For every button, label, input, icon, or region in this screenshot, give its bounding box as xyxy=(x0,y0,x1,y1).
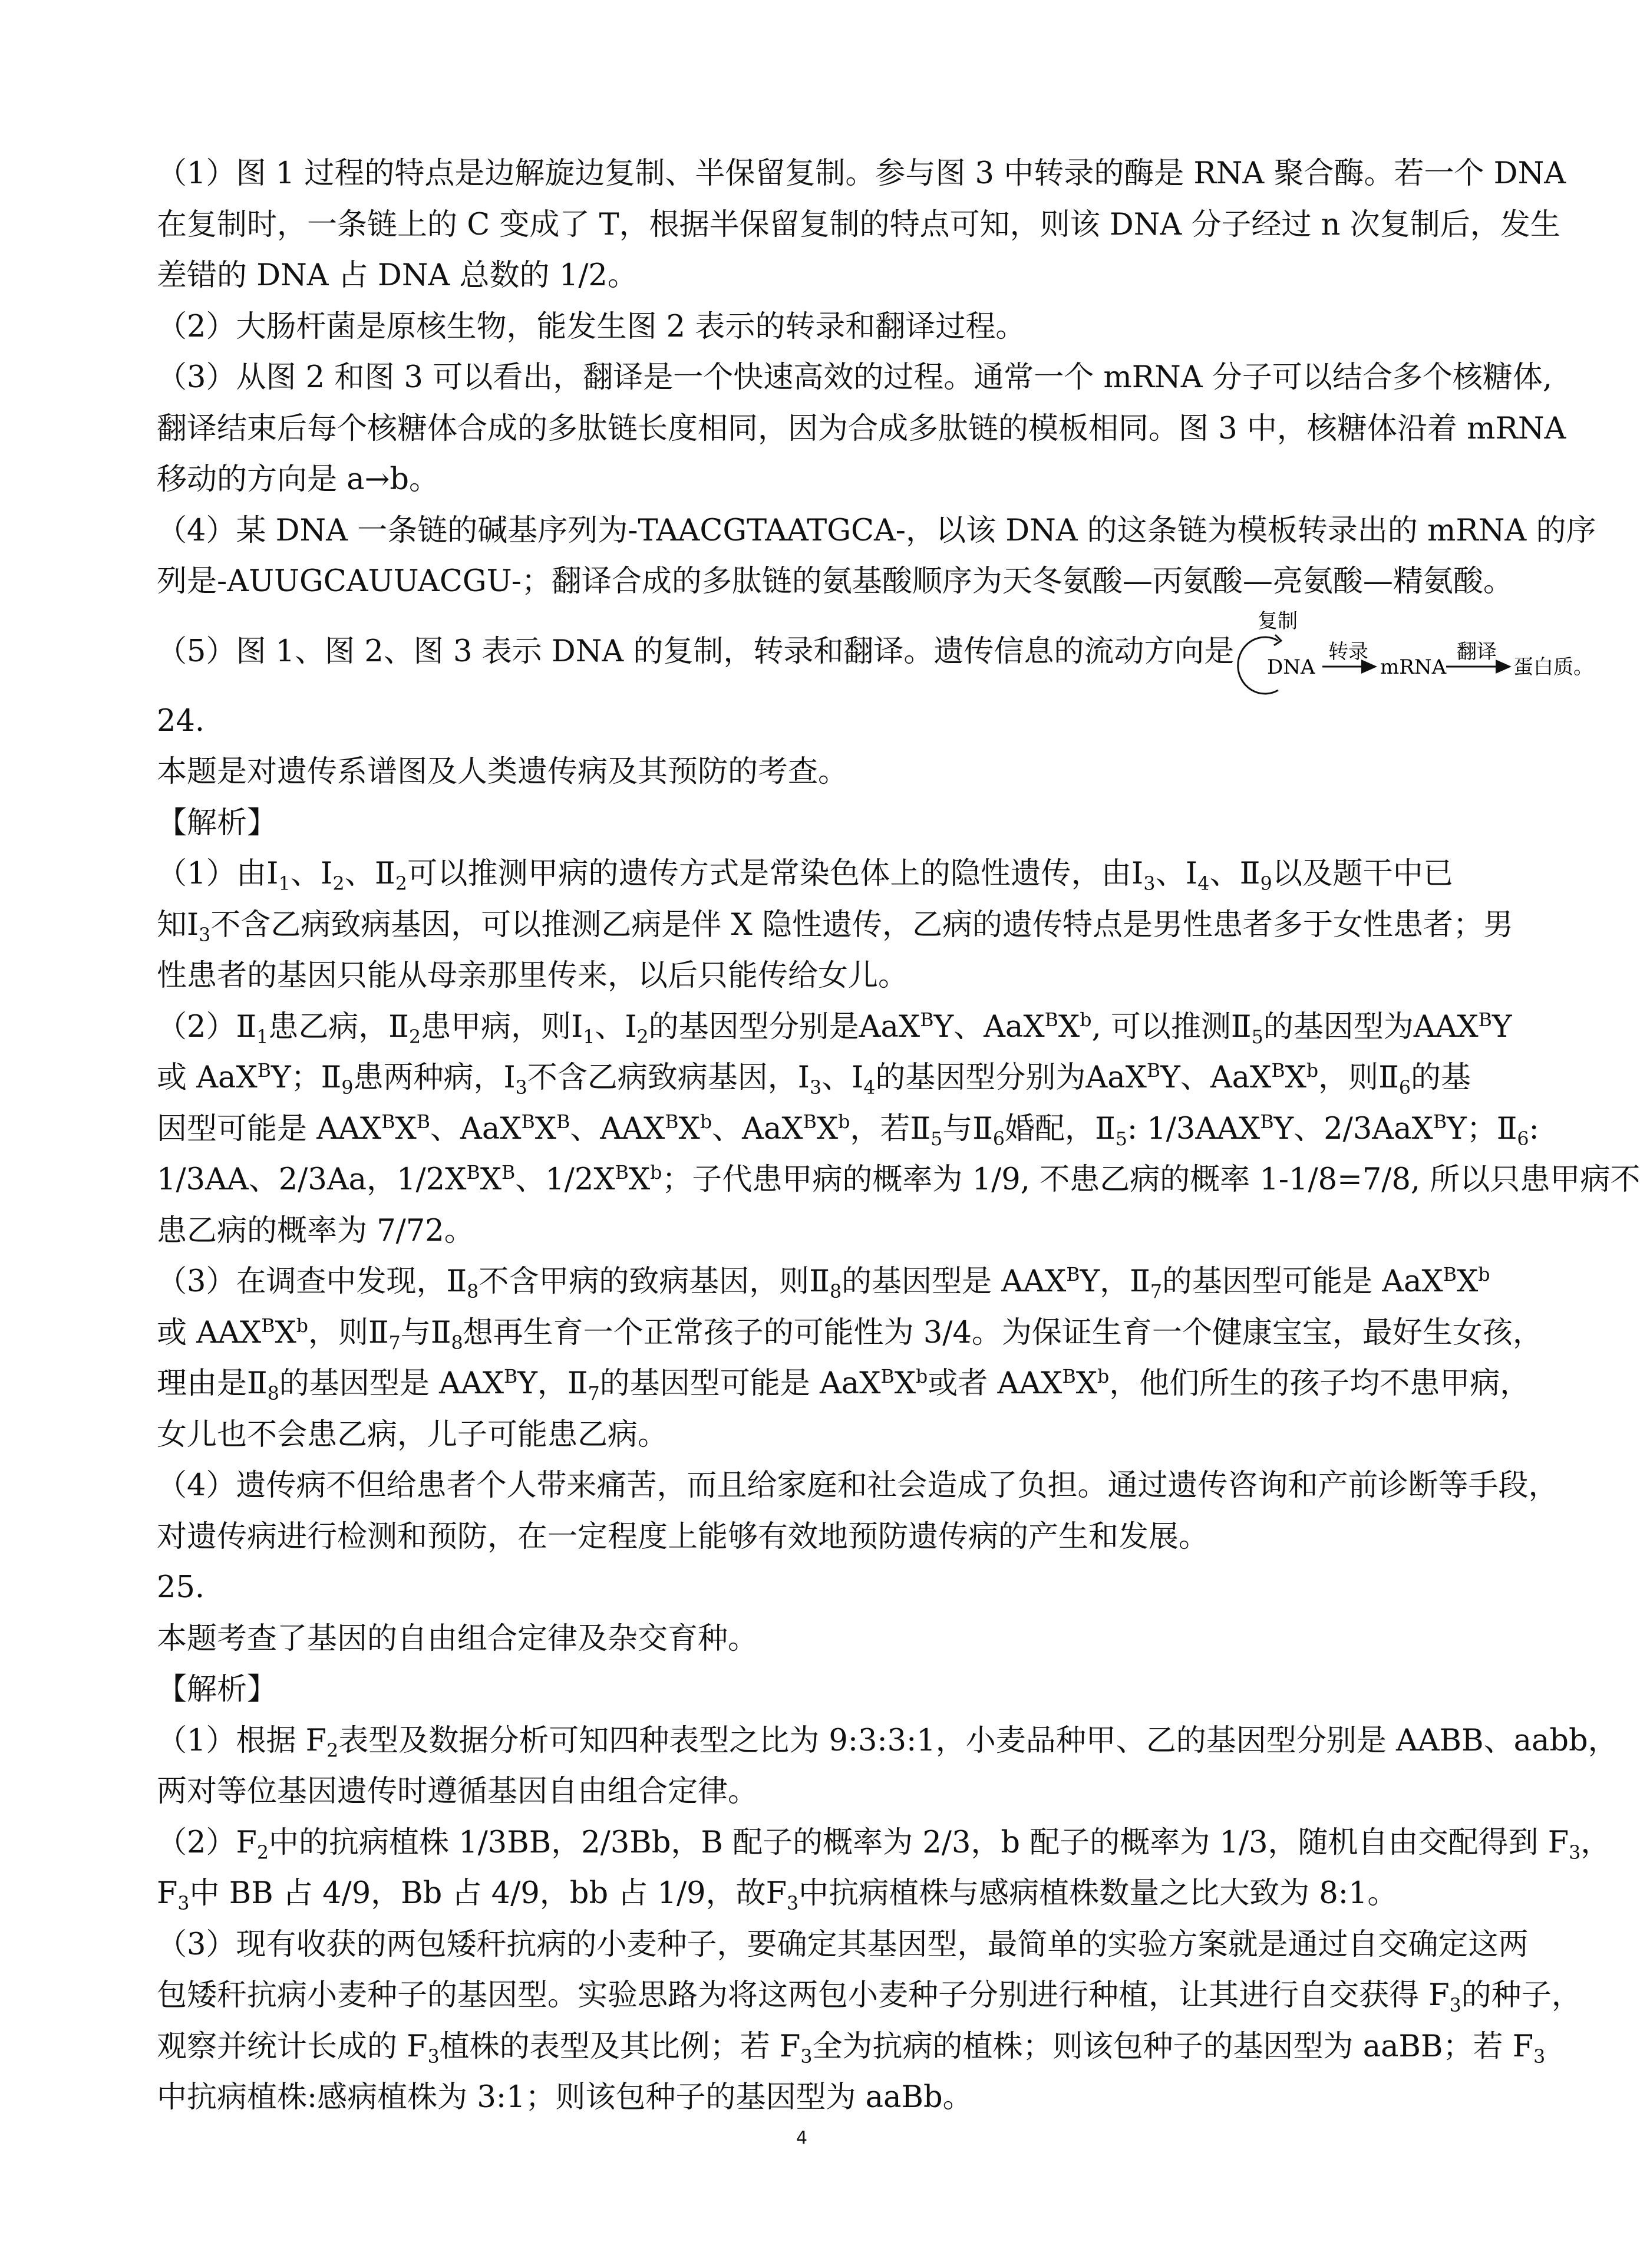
q24-p3-line1: （3）在调查中发现，$Ⅱ_8$不含甲病的致病基因，则$Ⅱ_8$的基因型是 $AAX^BY$，$Ⅱ_7$的基因型可能是 $AaX^BX^b$ xyxy=(157,1264,1490,1303)
q25-number: 25. xyxy=(157,1570,205,1605)
q25-analysis-heading: 【解析】 xyxy=(157,1672,278,1707)
q24-p3-line3: 理由是$Ⅱ_8$的基因型是 $AAX^BY$，$Ⅱ_7$的基因型可能是 $AaX^BX^b$或者 $AAX^BX^b$，他们所生的孩子均不患甲病， xyxy=(157,1366,1530,1405)
translate-label: 翻译 xyxy=(1457,639,1497,664)
text-fragment: 若 xyxy=(880,1111,910,1146)
text-fragment: 以及题干中已 xyxy=(1272,856,1453,891)
text-fragment: 或者 xyxy=(928,1366,988,1401)
q25-p1-line1: （1）根据 $F_2$表型及数据分析可知四种表型之比为 9:3:3:1，小麦品种甲、乙的基因型分别是 AABB、aabb， xyxy=(157,1723,1618,1762)
q24-p1-line2: 知$Ⅰ_3$不含乙病致病基因，可以推测乙病是伴 X 隐性遗传，乙病的遗传特点是男性患者多于女性患者；男 xyxy=(157,907,1514,946)
text-fragment: 患两种病， xyxy=(353,1060,504,1095)
q23-p5-text: （5）图 1、图 2、图 3 表示 DNA 的复制，转录和翻译。遗传信息的流动方向是 xyxy=(157,634,1235,669)
protein-label: 蛋白质。 xyxy=(1513,655,1594,679)
q24-number: 24. xyxy=(157,703,205,739)
q24-p2-line5: 患乙病的概率为 7/72。 xyxy=(157,1213,474,1248)
text-fragment: 观察并统计长成的 xyxy=(157,2029,398,2064)
page-number: 4 xyxy=(796,2128,808,2148)
text-fragment: （2） xyxy=(157,1825,236,1860)
text-fragment: （3）在调查中发现， xyxy=(157,1264,447,1299)
transcribe-label: 转录 xyxy=(1328,639,1369,664)
text-fragment: 或 xyxy=(157,1315,187,1350)
text-fragment: 可以推测甲病的遗传方式是常染色体上的隐性遗传，由 xyxy=(407,856,1132,891)
central-dogma-svg xyxy=(1234,609,1617,695)
text-fragment: 的基因型是 xyxy=(279,1366,430,1401)
q23-p1-line3: 差错的 DNA 占 DNA 总数的 1/2。 xyxy=(157,258,638,293)
text-fragment: （1）根据 xyxy=(157,1723,296,1758)
text-fragment: 的基因型分别是 xyxy=(648,1009,859,1044)
q25-p3-line2: 包矮秆抗病小麦种子的基因型。实验思路为将这两包小麦种子分别进行种植，让其进行自交获得 $F_3$的种子， xyxy=(157,1978,1582,2017)
q24-p4-line1: （4）遗传病不但给患者个人带来痛苦，而且给家庭和社会造成了负担。通过遗传咨询和产前诊断等手段， xyxy=(157,1468,1559,1503)
text-fragment: 患乙病， xyxy=(268,1009,389,1044)
text-fragment: 的基因型是 xyxy=(842,1264,992,1299)
q23-p1-line2: 在复制时，一条链上的 C 变成了 T，根据半保留复制的特点可知，则该 DNA 分子经过 n 次复制后，发生 xyxy=(157,207,1560,242)
text-fragment: ，他们所生的孩子均不患甲病， xyxy=(1109,1366,1530,1401)
text-fragment: 植株的表型及其比例；若 xyxy=(439,2029,770,2064)
q23-p4-line2: 列是-AUUGCAUUACGU-；翻译合成的多肽链的氨基酸顺序为天冬氨酸—丙氨酸—亮氨酸—精氨酸。 xyxy=(157,564,1513,599)
mrna-label: mRNA xyxy=(1380,655,1447,679)
q23-p3-line1: （3）从图 2 和图 3 可以看出，翻译是一个快速高效的过程。通常一个 mRNA 分子可以结合多个核糖体, xyxy=(157,360,1553,395)
q24-p2-line3: 因型可能是 $AAX^BX^B$、$AaX^BX^B$、$AAX^BX^b$、$AaX^BX^b$，若$Ⅱ_5$与$Ⅱ_6$婚配，$Ⅱ_5$: $1/3AAX^BY$、2/3AaX$^B$Y；$Ⅱ_6$: xyxy=(157,1111,1539,1150)
q24-p4-line2: 对遗传病进行检测和预防，在一定程度上能够有效地预防遗传病的产生和发展。 xyxy=(157,1519,1209,1554)
q25-p2-line2: $F_3$中 BB 占 4/9，Bb 占 4/9，bb 占 1/9，故$F_3$中抗病植株与感病植株数量之比大致为 8:1。 xyxy=(157,1876,1398,1915)
text-fragment: 的种子， xyxy=(1461,1978,1582,2013)
text-fragment: 患甲病，则 xyxy=(421,1009,572,1044)
q25-p3-line4: 中抗病植株:感病植株为 3:1；则该包种子的基因型为 aaBb。 xyxy=(157,2080,973,2115)
q24-p3-line4: 女儿也不会患乙病，儿子可能患乙病。 xyxy=(157,1417,668,1452)
text-fragment: 理由是 xyxy=(157,1366,248,1401)
q23-p5 xyxy=(157,608,1594,696)
q24-analysis-heading: 【解析】 xyxy=(157,805,278,840)
text-fragment: 则 xyxy=(1348,1060,1379,1095)
q25-intro: 本题考查了基因的自由组合定律及杂交育种。 xyxy=(157,1621,758,1656)
text-fragment: 子代患甲病的概率为 1/9, 不患乙病的概率 1-1/8=7/8, 所以只患甲病不 xyxy=(692,1162,1640,1197)
q23-p4-line1: （4）某 DNA 一条链的碱基序列为-TAACGTAATGCA-，以该 DNA 的这条链为模板转录出的 mRNA 的序 xyxy=(157,513,1596,548)
text-fragment: 不含乙病致病基因，可以推测乙病是伴 X 隐性遗传，乙病的遗传特点是男性患者多于女性患者；男 xyxy=(210,907,1514,942)
text-fragment: 或 xyxy=(157,1060,187,1095)
dna-label: DNA xyxy=(1267,655,1315,679)
text-fragment: 的基因型为 xyxy=(1263,1009,1414,1044)
text-fragment: 中 BB 占 4/9，Bb 占 4/9，bb 占 1/9，故 xyxy=(189,1876,766,1911)
text-fragment: 的基因型分别为 xyxy=(875,1060,1086,1095)
text-fragment: ，则 xyxy=(308,1315,368,1350)
text-fragment: 可以推测 xyxy=(1110,1009,1231,1044)
q23-p2: （2）大肠杆菌是原核生物，能发生图 2 表示的转录和翻译过程。 xyxy=(157,309,1026,344)
q24-intro: 本题是对遗传系谱图及人类遗传病及其预防的考查。 xyxy=(157,754,849,789)
q25-p3-line3: 观察并统计长成的 $F_3$植株的表型及其比例；若 $F_3$全为抗病的植株；则该包种子的基因型为 aaBB；若 $F_3$ xyxy=(157,2029,1546,2068)
text-fragment: 的基 xyxy=(1410,1060,1471,1095)
text-fragment: 表型及数据分析可知四种表型之比为 9:3:3:1，小麦品种甲、乙的基因型分别是 AABB、aabb， xyxy=(338,1723,1618,1758)
q24-p1-line1: （1）由$Ⅰ_1$、$Ⅰ_2$、$Ⅱ_2$可以推测甲病的遗传方式是常染色体上的隐性遗传，由$Ⅰ_3$、$Ⅰ_4$、$Ⅱ_9$以及题干中已 xyxy=(157,856,1453,895)
q25-p1-line2: 两对等位基因遗传时遵循基因自由组合定律。 xyxy=(157,1774,758,1809)
text-fragment: 婚配， xyxy=(1005,1111,1095,1146)
text-fragment: 与 xyxy=(942,1111,973,1146)
q24-p1-line3: 性患者的基因只能从母亲那里传来，以后只能传给女儿。 xyxy=(157,958,909,993)
text-fragment: 知 xyxy=(157,907,187,942)
q25-p3-line1: （3）现有收获的两包矮秆抗病的小麦种子，要确定其基因型，最简单的实验方案就是通过自交确定这两 xyxy=(157,1927,1529,1962)
text-fragment: 想再生育一个正常孩子的可能性为 3/4。为保证生育一个健康宝宝，最好生女孩， xyxy=(463,1315,1543,1350)
q23-p1-line1: （1）图 1 过程的特点是边解旋边复制、半保留复制。参与图 3 中转录的酶是 RNA 聚合酶。若一个 DNA xyxy=(157,156,1566,191)
text-fragment: 包矮秆抗病小麦种子的基因型。实验思路为将这两包小麦种子分别进行种植，让其进行自交获得 xyxy=(157,1978,1420,2013)
q23-p3-line2: 翻译结束后每个核糖体合成的多肽链长度相同，因为合成多肽链的模板相同。图 3 中，核糖体沿着 mRNA xyxy=(157,411,1566,446)
text-fragment: 的基因型可能是 xyxy=(1161,1264,1372,1299)
text-fragment: 中抗病植株与感病植株数量之比大致为 8:1。 xyxy=(798,1876,1398,1911)
q24-p2-line2: 或 AaX$^B$Y；$Ⅱ_9$患两种病，$Ⅰ_3$不含乙病致病基因，$Ⅰ_3$、$Ⅰ_4$的基因型分别为AaX$^B$Y、$AaX^BX^b$，则$Ⅱ_6$的基 xyxy=(157,1060,1471,1099)
q24-p2-line1: $(2)Ⅱ_1$患乙病，$Ⅱ_2$患甲病，则$Ⅰ_1$、$Ⅰ_2$的基因型分别是AaX$^B$Y、$AaX^BX^b$, 可以推测$Ⅱ_5$的基因型为$AAX^BY$ xyxy=(157,1009,1512,1048)
q25-p2-line1: $(2)F_2$中的抗病植株 1/3BB，2/3Bb，B 配子的概率为 2/3，b 配子的概率为 1/3，随机自由交配得到 $F_3$， xyxy=(157,1825,1611,1864)
text-fragment: 不含乙病致病基因， xyxy=(527,1060,798,1095)
text-fragment: 的基因型可能是 xyxy=(599,1366,810,1401)
text-fragment: 中的抗病植株 1/3BB，2/3Bb，B 配子的概率为 2/3，b 配子的概率为 1/3，随机自由交配得到 xyxy=(268,1825,1539,1860)
q23-p3-line3: 移动的方向是 a→b。 xyxy=(157,462,439,497)
text-fragment: 因型可能是 xyxy=(157,1111,308,1146)
text-fragment: （1）由 xyxy=(157,856,267,891)
text-fragment: 不含甲病的致病基因，则 xyxy=(479,1264,810,1299)
q24-p2-line4: 1/3AA、2/3Aa，$1/2X^BX^B$、$1/2X^BX^b$；子代患甲病的概率为 1/9, 不患乙病的概率 1-1/8=7/8, 所以只患甲病不 xyxy=(157,1162,1640,1197)
replicate-label: 复制 xyxy=(1258,609,1298,633)
central-dogma-flow-diagram xyxy=(1234,609,1617,695)
q24-p3-line2: 或 $AAX^BX^b$，则$Ⅱ_7$与$Ⅱ_8$想再生育一个正常孩子的可能性为 3/4。为保证生育一个健康宝宝，最好生女孩， xyxy=(157,1315,1543,1354)
text-fragment: 全为抗病的植株；则该包种子的基因型为 aaBB；若 xyxy=(812,2029,1503,2064)
text-fragment: 与 xyxy=(400,1315,431,1350)
answer-page xyxy=(157,149,1640,2124)
